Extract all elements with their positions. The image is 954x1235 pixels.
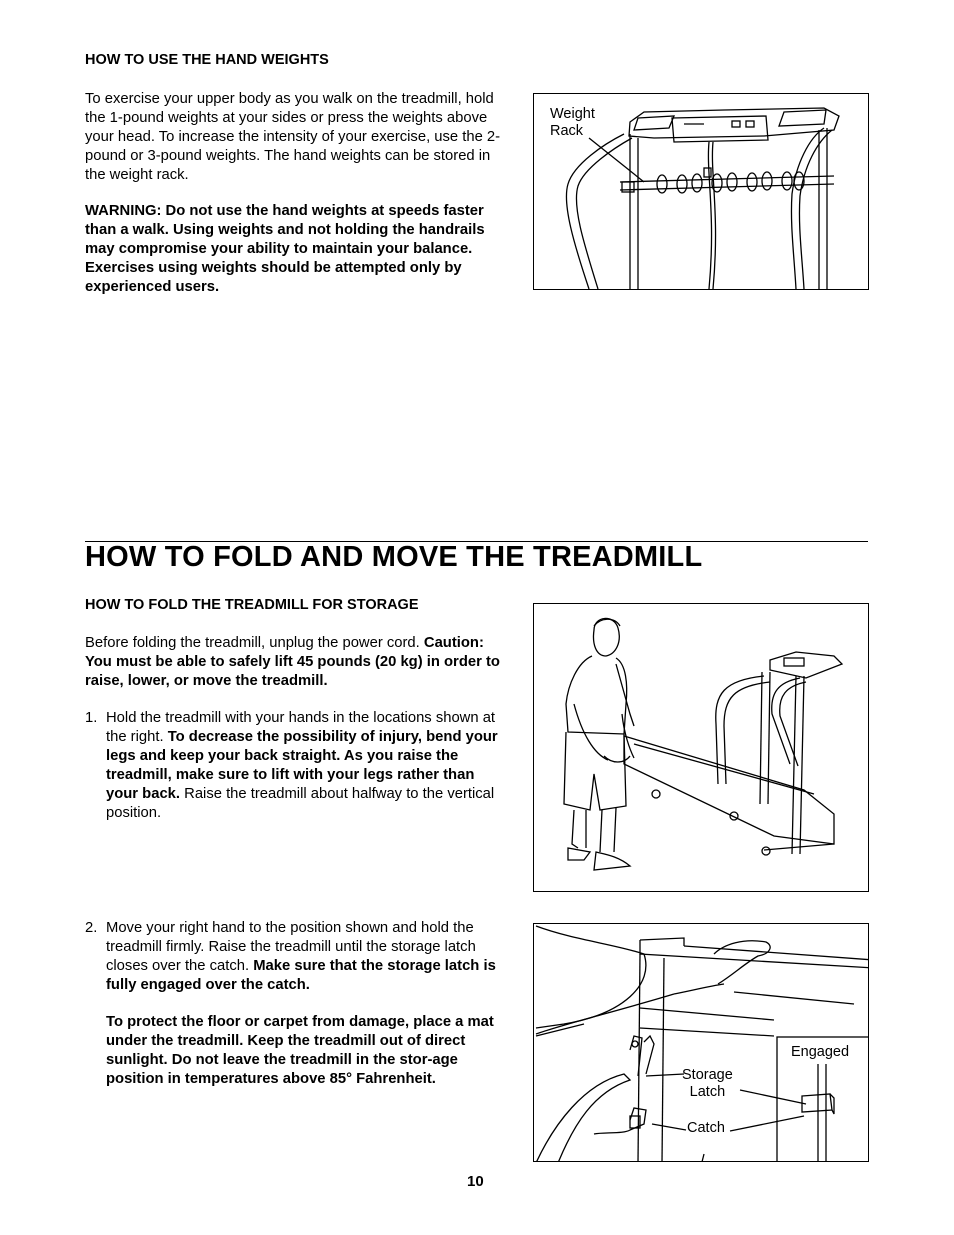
step1-bold: To decrease the possibility of injury, bend your legs and keep your back straight. As you raise the treadmill, make sure to lift with your legs rather than your back. bbox=[106, 729, 498, 802]
weight-rack-figure bbox=[533, 93, 869, 290]
lifting-treadmill-figure bbox=[533, 603, 869, 892]
step2-number: 2. bbox=[85, 920, 98, 936]
engaged-label: Engaged bbox=[791, 1044, 850, 1060]
storage-latch-figure bbox=[533, 923, 869, 1162]
storage-latch-label-line1: Storage bbox=[682, 1067, 733, 1083]
storage-latch-label bbox=[682, 1067, 733, 1101]
step2-bold1: Make sure that the storage latch is fully engaged over the catch. bbox=[106, 958, 496, 993]
hand-weights-warning: WARNING: Do not use the hand weights at speeds faster than a walk. Using weights and not holding the handrails may compromise your ability to maintain your balance. Exercises using weights should be attempted only by experienced users. bbox=[85, 203, 485, 295]
fold-intro-plain: Before folding the treadmill, unplug the power cord. bbox=[85, 635, 424, 651]
step2-plain1: Move your right hand to the position shown and hold the treadmill firmly. Raise the treadmill until the storage latch closes over the catch. bbox=[106, 920, 476, 974]
step1-plain1: Hold the treadmill with your hands in the locations shown at the right. bbox=[106, 710, 496, 745]
catch-label: Catch bbox=[687, 1120, 725, 1136]
fold-intro-paragraph bbox=[85, 634, 510, 691]
step1-plain2: Raise the treadmill about halfway to the vertical position. bbox=[106, 786, 495, 821]
weight-rack-label-line1: Weight bbox=[550, 106, 595, 122]
weight-rack-label bbox=[550, 106, 595, 140]
fold-intro-caution: Caution: You must be able to safely lift 45 pounds (20 kg) in order to raise, lower, or move the treadmill. bbox=[85, 635, 500, 689]
fold-move-title: HOW TO FOLD AND MOVE THE TREADMILL bbox=[85, 541, 703, 573]
hand-weights-paragraph: To exercise your upper body as you walk on the treadmill, hold the 1-pound weights at your sides or press the weights above your head. To increase the intensity of your exercise, use the 2-pound or 3-pound weights. The hand weights can be stored in the weight rack. bbox=[85, 91, 501, 183]
fold-storage-heading: HOW TO FOLD THE TREADMILL FOR STORAGE bbox=[85, 597, 419, 613]
hand-weights-heading: HOW TO USE THE HAND WEIGHTS bbox=[85, 52, 329, 68]
step1-text bbox=[106, 709, 508, 823]
step2-text bbox=[106, 919, 508, 995]
person-lifting-illustration bbox=[534, 604, 869, 892]
storage-latch-label-line2: Latch bbox=[689, 1084, 726, 1100]
weight-rack-label-line2: Rack bbox=[550, 123, 584, 139]
page-number: 10 bbox=[467, 1173, 484, 1190]
step2-warning: To protect the floor or carpet from damage, place a mat under the treadmill. Keep the treadmill out of direct sunlight. Do not leave the treadmill in the stor-age position in temperatures above 85° Fahrenheit. bbox=[106, 1014, 494, 1087]
step1-number: 1. bbox=[85, 710, 98, 726]
